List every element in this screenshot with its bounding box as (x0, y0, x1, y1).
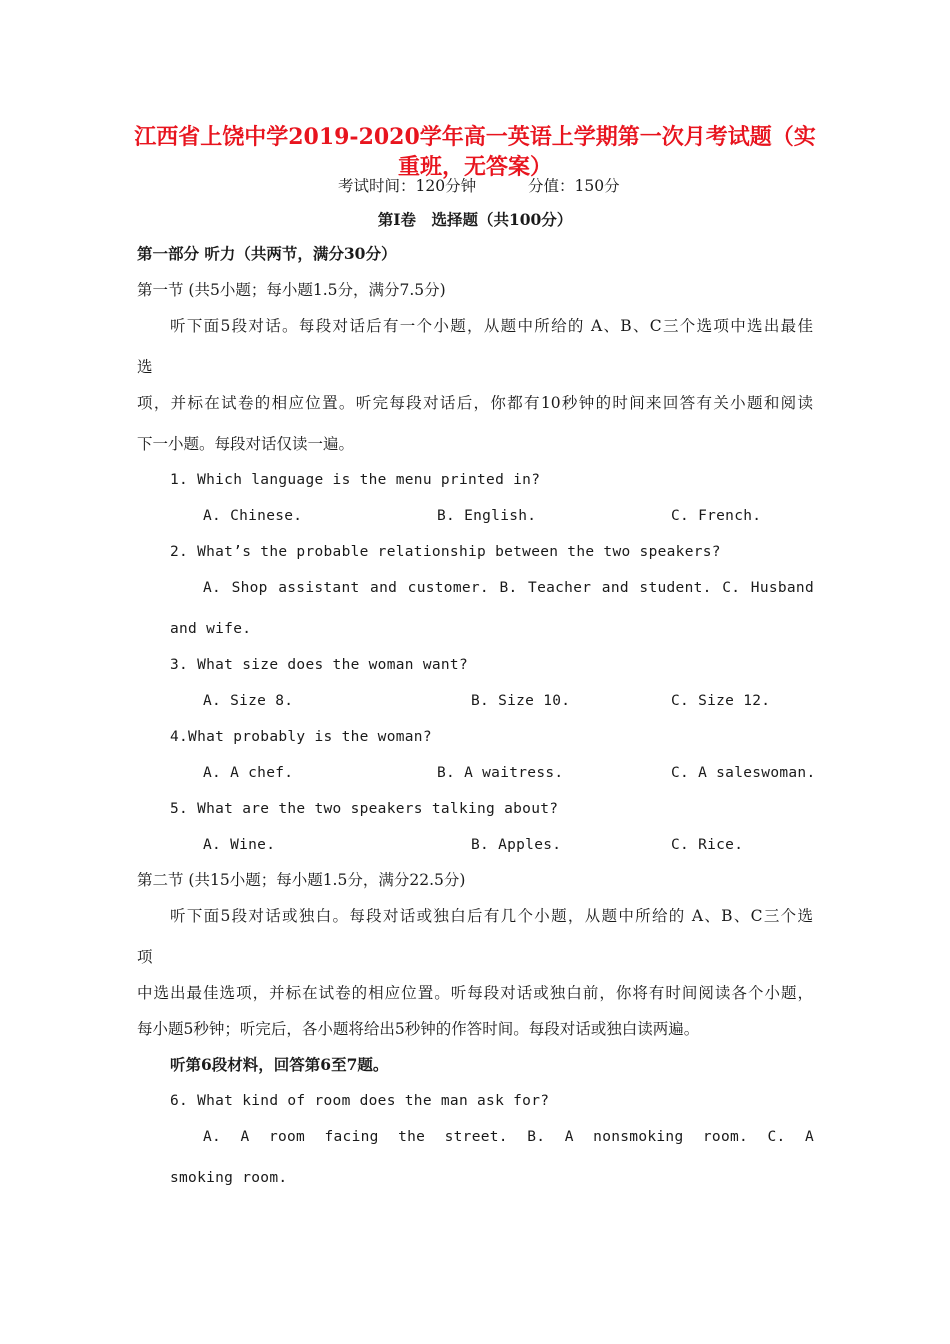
exam-time: 考试时间：120分钟 (338, 177, 477, 195)
question-5-option-a: A. Wine. (203, 837, 276, 853)
section1-instruction-line: 下一小题。每段对话仅读一遍。 (137, 435, 355, 453)
section2-instruction-line: 听下面5段对话或独白。每段对话或独白后有几个小题，从题中所给的 A、B、C三个选 (170, 907, 813, 925)
section1-heading: 第一节 (共5小题；每小题1.5分，满分7.5分) (137, 281, 446, 299)
question-1-option-a: A. Chinese. (203, 508, 303, 524)
question-3-option-c: C. Size 12. (671, 693, 771, 709)
section1-instruction-line: 听下面5段对话。每段对话后有一个小题，从题中所给的 A、B、C三个选项中选出最佳 (170, 317, 813, 335)
question-6: 6. What kind of room does the man ask for? (170, 1093, 550, 1109)
question-1-option-c: C. French. (671, 508, 762, 524)
question-6-options: A. A room facing the street. B. A nonsmoking room. C. A (203, 1129, 814, 1145)
question-5-option-b: B. Apples. (471, 837, 562, 853)
section1-instruction-line: 选 (137, 358, 153, 376)
question-3: 3. What size does the woman want? (170, 657, 468, 673)
question-4-option-b: B. A waitress. (437, 765, 564, 781)
section1-instruction-line: 项，并标在试卷的相应位置。听完每段对话后，你都有10秒钟的时间来回答有关小题和阅读 (137, 394, 813, 412)
question-2-options-continued: and wife. (170, 621, 252, 637)
question-2-options: A. Shop assistant and customer. B. Teacher and student. C. Husband (203, 580, 814, 596)
exam-title-line-2: 重班，无答案） (397, 154, 552, 180)
material-heading: 听第6段材料，回答第6至7题。 (170, 1055, 389, 1074)
exam-title-line-1: 江西省上饶中学2019-2020学年高一英语上学期第一次月考试题（实 (134, 124, 816, 150)
section2-instruction-line: 每小题5秒钟；听完后，各小题将给出5秒钟的作答时间。每段对话或独白读两遍。 (137, 1020, 700, 1038)
section2-instruction-line: 项 (137, 948, 153, 966)
section-heading: 第Ⅰ卷 选择题（共100分） (377, 210, 573, 229)
question-6-options-continued: smoking room. (170, 1170, 288, 1186)
part1-heading: 第一部分 听力（共两节，满分30分） (137, 244, 397, 263)
question-4-option-c: C. A saleswoman. (671, 765, 816, 781)
section2-heading: 第二节 (共15小题；每小题1.5分，满分22.5分) (137, 871, 466, 889)
question-2: 2. What’s the probable relationship between the two speakers? (170, 544, 721, 560)
question-5: 5. What are the two speakers talking about? (170, 801, 559, 817)
question-4-option-a: A. A chef. (203, 765, 294, 781)
question-4: 4.What probably is the woman? (170, 729, 432, 745)
question-5-option-c: C. Rice. (671, 837, 744, 853)
question-1-option-b: B. English. (437, 508, 537, 524)
exam-title (120, 122, 830, 182)
question-3-option-b: B. Size 10. (471, 693, 571, 709)
question-1: 1. Which language is the menu printed in? (170, 472, 541, 488)
question-3-option-a: A. Size 8. (203, 693, 294, 709)
section2-instruction-line: 中选出最佳选项，并标在试卷的相应位置。听每段对话或独白前，你将有时间阅读各个小题， (137, 984, 813, 1002)
exam-score: 分值：150分 (528, 177, 620, 195)
